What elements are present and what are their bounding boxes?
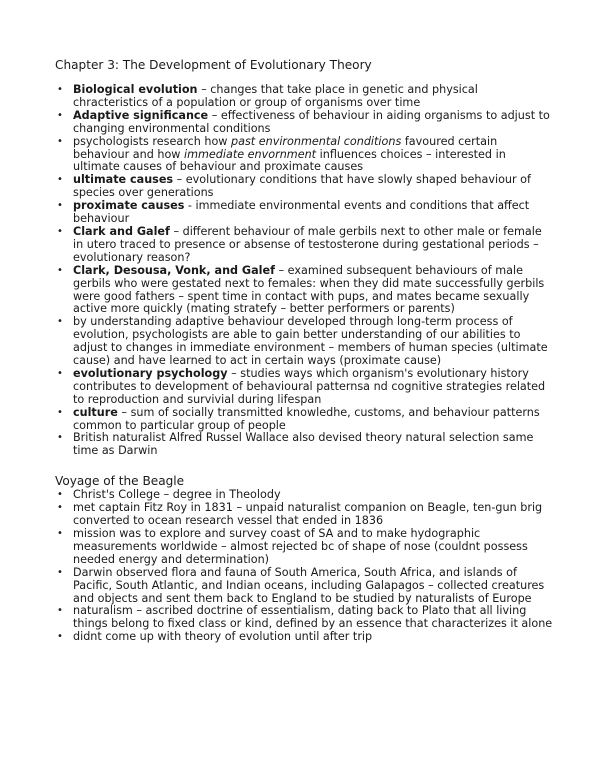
list-item: • Darwin observed flora and fauna of South America, South Africa, and islands of Pacific, South Atlantic, and Indian oceans, including Galapagos – collected creatures and objects and sent them back to England to be studied by naturalists of Europe bbox=[55, 567, 555, 606]
text-run: favoured certain behaviour and how bbox=[73, 134, 498, 161]
list-item bbox=[55, 200, 555, 226]
list-item bbox=[55, 407, 555, 433]
term: Clark and Galef bbox=[73, 224, 170, 238]
definition: – sum of socially transmitted knowledhe, customs, and behaviour patterns common to particular group of people bbox=[73, 405, 540, 432]
term: ultimate causes bbox=[73, 173, 174, 187]
definition: – examined subsequent behaviours of male gerbils who were gestated next to females: when they did mate successfully gerbils were good fathers – spent time in contact with pups, and mates became sexually active more quickly (mating stratefy – better performers or parents) bbox=[73, 263, 545, 316]
list-item bbox=[55, 368, 555, 407]
list-item: • mission was to explore and survey coast of SA and to make hydographic measurements worldwide – almost rejected bc of shape of nose (couldnt possess needed energy and determination) bbox=[55, 528, 555, 567]
definition: – studies ways which organism's evolutionary history contributes to development of behavioural patternsa nd cognitive strategies related to reproduction and survivial during lifespan bbox=[73, 366, 546, 406]
text-run: by understanding adaptive behaviour developed through long-term process of evolution, psychologists are able to gain better understanding of our abilities to adjust to changes in immediate environment – members of human species (ultimate cause) and have learned to act in certain ways (proximate cause) bbox=[73, 315, 548, 368]
definition: – changes that take place in genetic and physical chracteristics of a population or group of organisms over time bbox=[73, 83, 478, 109]
text-run: British naturalist Alfred Russel Wallace also devised theory natural selection same time as Darwin bbox=[73, 431, 534, 458]
list-item: • didnt come up with theory of evolution until after trip bbox=[55, 631, 555, 644]
text-run: psychologists research how bbox=[73, 134, 231, 148]
italic-run: immediate envornment bbox=[184, 147, 317, 161]
list-item: • naturalism – ascribed doctrine of essentialism, dating back to Plato that all living things belong to fixed class or kind, defined by an essence that characterizes it alone bbox=[55, 605, 555, 631]
section1-list bbox=[55, 84, 555, 458]
list-item bbox=[55, 265, 555, 317]
term: evolutionary psychology bbox=[73, 366, 228, 380]
section2-list bbox=[55, 489, 555, 644]
text-run: influences choices – interested in ultimate causes of behaviour and proximate causes bbox=[73, 147, 506, 174]
term: Adaptive significance bbox=[73, 108, 209, 122]
term: Clark, Desousa, Vonk, and Galef bbox=[73, 263, 275, 277]
list-item: • Christ's College – degree in Theolody bbox=[55, 489, 555, 502]
term: culture bbox=[73, 405, 118, 419]
list-item: • met captain Fitz Roy in 1831 – unpaid naturalist companion on Beagle, ten-gun brig converted to ocean research vessel that ended in 1836 bbox=[55, 502, 555, 528]
list-item bbox=[55, 110, 555, 136]
definition: – evolutionary conditions that have slowly shaped behaviour of species over generations bbox=[73, 173, 531, 200]
term: proximate causes bbox=[73, 199, 185, 213]
list-item bbox=[55, 432, 555, 458]
italic-run: past environmental conditions bbox=[231, 134, 402, 148]
section-heading: Voyage of the Beagle bbox=[55, 474, 185, 489]
definition: – effectiveness of behaviour in aiding organisms to adjust to changing environmental conditions bbox=[73, 108, 550, 135]
list-item bbox=[55, 174, 555, 200]
definition: - immediate environmental events and conditions that affect behaviour bbox=[73, 199, 530, 226]
list-item bbox=[55, 136, 555, 175]
chapter-title: Chapter 3: The Development of Evolutionary Theory bbox=[55, 58, 372, 72]
list-item bbox=[55, 226, 555, 265]
definition: – different behaviour of male gerbils next to other male or female in utero traced to presence or absense of testosterone during gestational periods – evolutionary reason? bbox=[73, 224, 542, 264]
list-item bbox=[55, 84, 555, 110]
term: Biological evolution bbox=[73, 83, 198, 96]
list-item bbox=[55, 316, 555, 368]
